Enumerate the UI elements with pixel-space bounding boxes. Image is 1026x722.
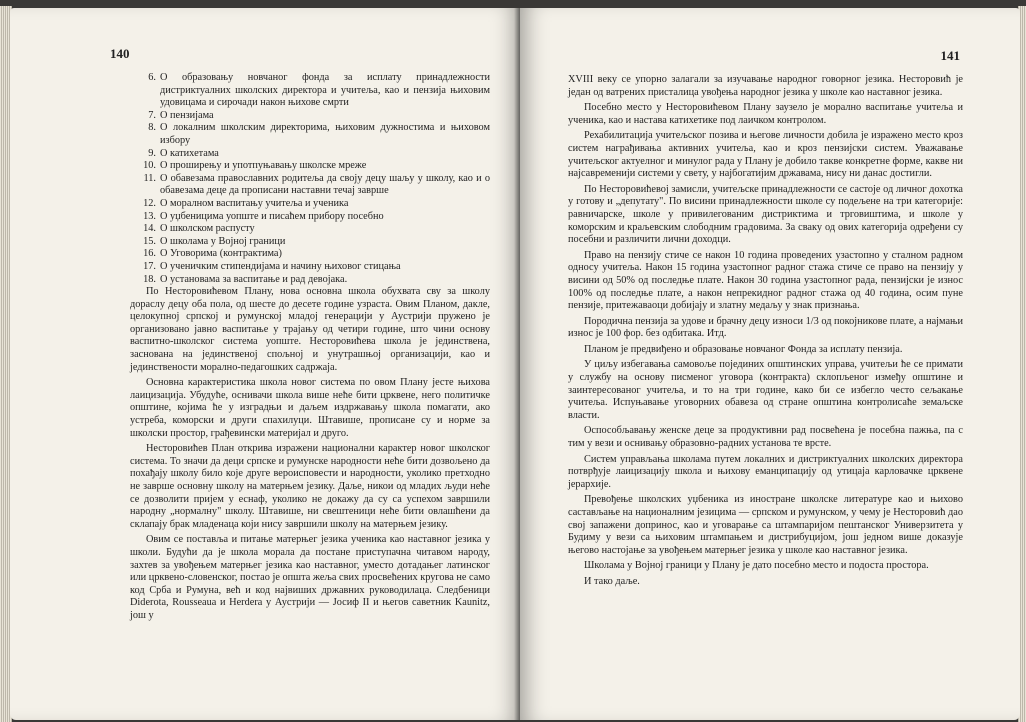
paragraph: Планом је предвиђено и образовање новчаног Фонда за исплату пензија. <box>584 343 903 355</box>
list-item-number: 16. <box>143 248 156 260</box>
paragraph: Систем управљања школама путем локалних и дистриктуалних школских директора потврђује лаицизацију школа и њихову еманципацију од утицаја карловачке црквене јерархије. <box>568 453 963 490</box>
list-item-number: 15. <box>143 235 156 247</box>
list-item <box>130 211 490 224</box>
list-item-number: 8. <box>148 122 156 134</box>
right-page-text <box>568 74 963 592</box>
list-item <box>130 261 490 274</box>
list-item-number: 6. <box>148 72 156 83</box>
list-item-number: 7. <box>148 109 156 121</box>
paragraph: Основна карактеристика школа новог система по овом Плану јесте њихова лаицизација. Убудуће, оснивачи школа више неће бити црквене, него политичке општине, којима ће у изградњи и даљем издржавању школа помагати, ако устреба, коморски и други спахилуци. Штавише, прописане су и норме за школски простор, грађевински материјал и друго. <box>130 377 490 439</box>
list-item-text: О катихетама <box>160 147 219 159</box>
list-item-text: О обавезама православних родитеља да своју децу шаљу у школу, као и о обавезама деце да прописани наставни течај заврше <box>160 172 490 197</box>
list-item-text: О Уговорима (контрактима) <box>160 248 282 260</box>
paragraph: Школама у Војној граници у Плану је дато посебно место и подоста простора. <box>584 560 929 572</box>
list-item <box>130 236 490 249</box>
list-item-text: О уџбеницима уопште и писаћем прибору посебно <box>160 210 384 222</box>
paragraph: Оспособљавању женске деце за продуктивни рад посвећена је посебна пажња, па с тим у вези и оснивању образовно-радних установа те врсте. <box>568 425 963 450</box>
left-paragraphs <box>130 286 490 622</box>
paragraph: Посебно место у Несторовићевом Плану заузело је морално васпитање учитеља и ученика, као и настава катихетике под лаичком контролом. <box>568 102 963 126</box>
list-item-text: О проширењу и употпуњавању школске мреже <box>160 160 367 172</box>
list-item <box>130 72 490 110</box>
list-item-number: 17. <box>143 260 156 272</box>
paragraph: И тако даље. <box>584 575 640 587</box>
list-item-text: О ученичким стипендијама и начину њиховог стицања <box>160 260 401 272</box>
list-item-text: О установама за васпитање и рад девојака. <box>160 273 348 285</box>
list-item-text: О школама у Војној граници <box>160 235 286 247</box>
list-item <box>130 110 490 123</box>
list-item-number: 13. <box>143 210 156 222</box>
paragraph: По Несторовићевој замисли, учитељске принадлежности се састоје од личног дохотка у готову и „депутату". По висини принадлежности школе су подељене на три категорије: равничарске, школе у привилегованим дистриктима и трговиштима, и школе у коморским и краљевским слободним градовима. За сваку од ових категорија одређени су посебни и различити лични доходци. <box>568 183 963 246</box>
page-number: 141 <box>940 48 960 63</box>
page-number: 140 <box>110 46 130 61</box>
chapter-list <box>130 72 490 286</box>
paragraph: Несторовићев План открива изражени национални карактер новог школског система. То значи да деци српске и румунске народности неће бити дозвољено да похађају школу било које друге вероисповести и народности, уколико претходно не заврше основну школу на матерњем језику. Даље, никои од младих људи неће се дозволити пријем у еснаф, уколико не докажу да су са успехом завршили народну „нормалну" школу. Штавише, ни свештеници неће бити овлашћени да склапају брак младенаца који нису завршили школу на матерњем језику. <box>130 443 490 530</box>
list-item-number: 10. <box>143 160 156 172</box>
paragraph: У циљу избегавања самовоље појединих општинских управа, учитељи ће се примати у службу на основу писменог уговора (контракта) склопљеног између општине и заинтересованог учитеља, и то на три године, како би се избегло често сељакање учитеља. Испуњавање уговорних обавеза од стране општина контролисаће земаљске власти. <box>568 359 963 421</box>
paragraph: Рехабилитација учитељског позива и његове личности добила је изражено место кроз систем награђивања активних учитеља, као и кроз пензијски систем. Уважавање учитељског актуелног и минулог рада у Плану је добило такве конкретне форме, какве ни најсавременији системи у свету, у најбогатијим државама, нису ни данас достигли. <box>568 130 963 180</box>
list-item-number: 12. <box>143 197 156 209</box>
list-item-text: О образовању новчаног фонда за исплату принадлежности дистриктуалних школских директора и учитеља, као и пензија њиховим удовицама и сирочади након њихове смрти <box>160 72 490 109</box>
list-item <box>130 148 490 161</box>
list-item-number: 14. <box>143 223 156 235</box>
list-item-text: О моралном васпитању учитеља и ученика <box>160 197 349 209</box>
list-item <box>130 173 490 198</box>
list-item-number: 9. <box>148 147 156 159</box>
list-item-text: О школском распусту <box>160 223 255 235</box>
list-item-text: О локалним школским директорима, њиховим дужностима и њиховом избору <box>160 122 490 146</box>
paragraph: Овим се постављa и питање матерњег језика ученика као наставног језика у школи. Будући да је школа морала да постане приступачна читавом народу, захтев за увођењем матерњег језика као наставног, уместо дотадањег латинског или црквено-словенског, постао је општа жеља свих просвећених кругова не само код Срба и Румуна, већ и код највиших државних руководилаца. Следбеници Diderota, Rousseaua и Herdera у Аустрији — Јосиф II и његов саветник Kaunitz, још у <box>130 534 490 621</box>
right-page <box>520 8 1020 720</box>
right-paragraphs <box>568 74 963 589</box>
list-item <box>130 160 490 173</box>
list-item <box>130 198 490 211</box>
paragraph: По Несторовићевом Плану, нова основна школа обухвата сву за школу дораслу децу оба пола, од шесте до десете године узраста. Овим Планом, дакле, целокупној српској и румунској младој генерацији у Аустрији пружено је организовано јавно васпитање у трајању од четири године, што чини основу васпитно-школског система уопште. Несторовићева школа је јединствена, заснована на јединственој спољној и унутрашњој организацији, као и јединствености морално-педагошких садржаја. <box>130 286 490 373</box>
paragraph: Породична пензија за удове и брачну децу износи 1/3 од покојникове плате, а најмањи износ је 100 фор. без одбитака. Итд. <box>568 315 963 340</box>
list-item <box>130 274 490 287</box>
list-item <box>130 248 490 261</box>
list-item <box>130 122 490 147</box>
paragraph: XVIII веку се упорно залагали за изучавање народног говорног језика. Несторовић је један од ватрених присталица увођења народног језика у школе као наставног језика. <box>568 74 963 98</box>
list-item <box>130 223 490 236</box>
list-item-text: О пензијама <box>160 109 214 121</box>
paragraph: Право на пензију стиче се након 10 година проведених узастопно у сталном радном односу учитеља. Након 15 година узастопног радног стажа стиче се право на пензију у висини од 50% од последње плате. Након 30 година узастопног рада, пензијски је износ 100% од последње плате, а након непрекидног радног стажа од 40 година, осим пуне пензије, притежаваоци добијају и златну медаљу у знак признања. <box>568 249 963 312</box>
list-item-number: 11. <box>143 172 156 184</box>
paragraph: Превођење школских уџбеника из иностране школске литературе као и њихово састављање на националним језицима — српском и румунском, у чему је Несторовић дао свој запажени допринос, као и уговарање са штампаријом пештанског Универзитета у Будиму у вези са њиховим штампањем и дистрибуцијом, још једном више доказује његово настојање за увођењем матерњег језика у школе као наставног језика. <box>568 494 963 556</box>
left-page-text <box>130 72 490 626</box>
left-page <box>10 8 520 720</box>
list-item-number: 18. <box>143 273 156 285</box>
